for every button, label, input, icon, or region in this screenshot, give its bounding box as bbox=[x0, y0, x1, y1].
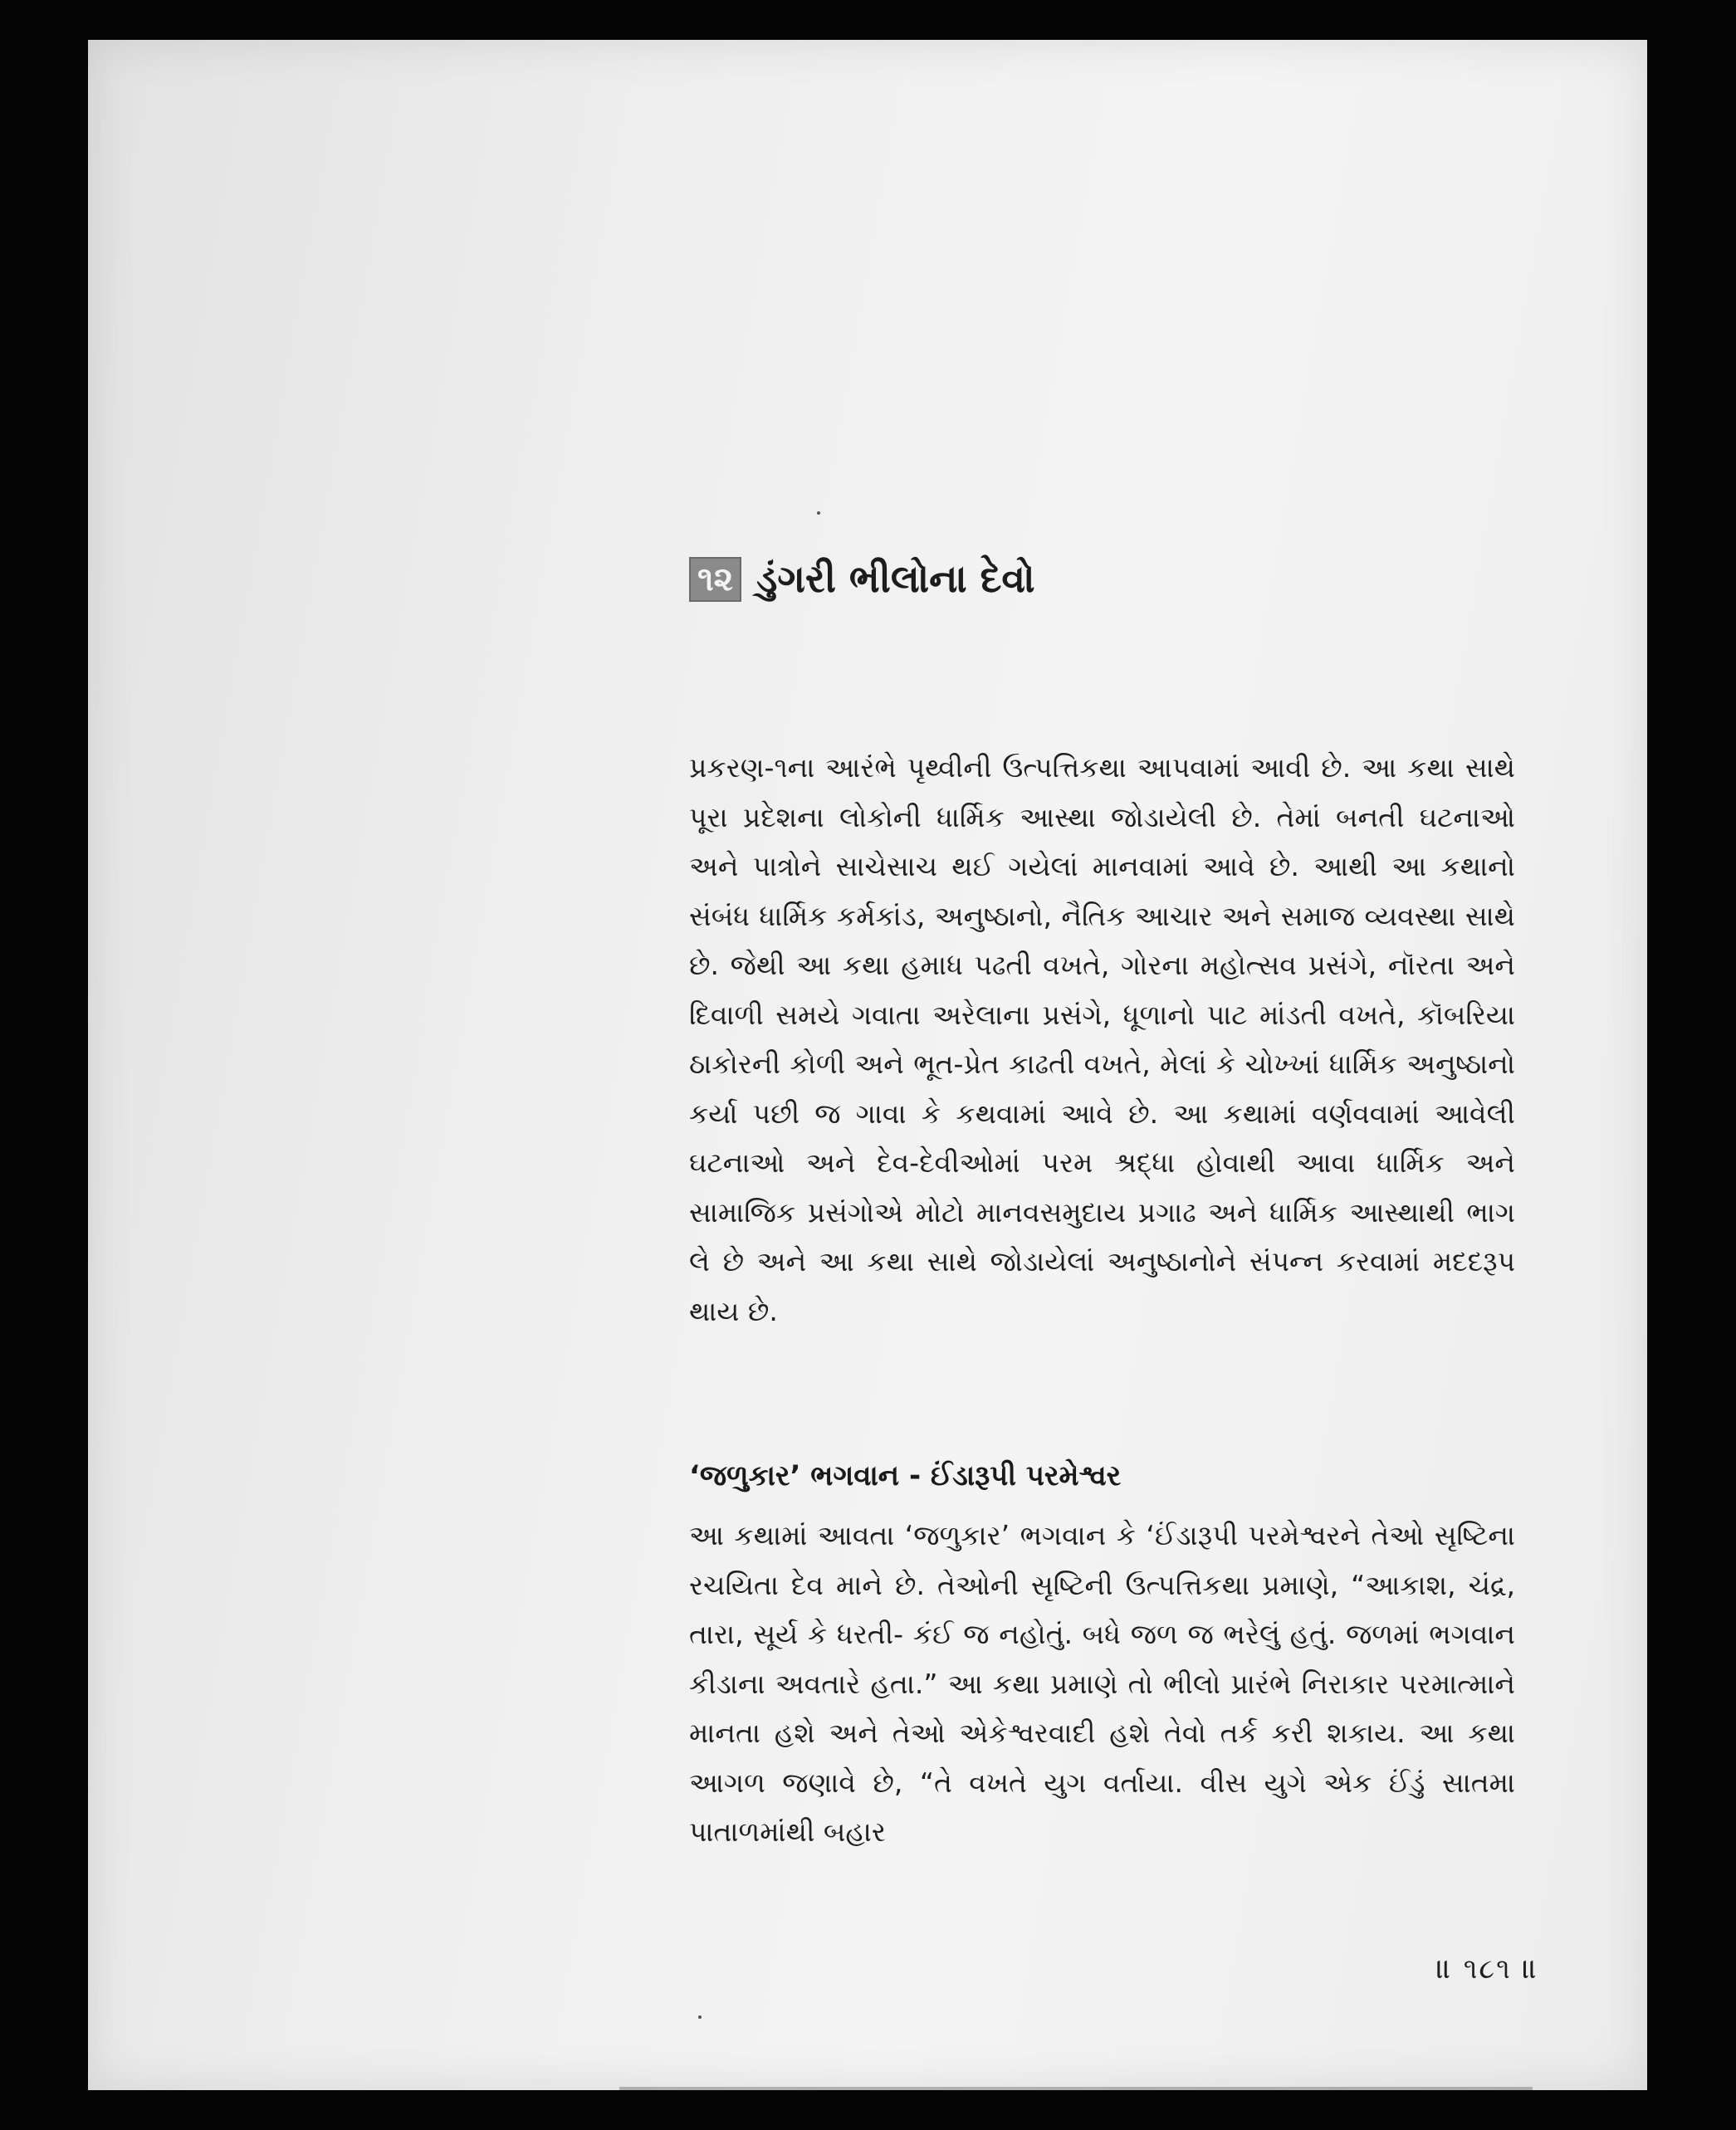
paper-speck bbox=[817, 511, 820, 515]
section-subheading: ‘જળુકાર’ ભગવાન - ઈંડારૂપી પરમેશ્વર bbox=[689, 1459, 1122, 1492]
chapter-number-badge: ૧૨ bbox=[689, 557, 741, 602]
chapter-title: ડુંગરી ભીલોના દેવો bbox=[756, 556, 1035, 601]
chapter-heading bbox=[689, 556, 1035, 603]
paper-speck bbox=[698, 2015, 702, 2019]
body-paragraph: આ કથામાં આવતા ‘જળુકાર’ ભગવાન કે ‘ઈંડારૂપી પરમેશ્વરને તેઓ સૃષ્ટિના રચયિતા દેવ માને છે. તેઓની સૃષ્ટિની ઉત્પત્તિકથા પ્રમાણે, “આકાશ, ચંદ્ર, તારા, સૂર્ય કે ધરતી- કંઈ જ નહોતું. બધે જળ જ ભરેલું હતું. જળમાં ભગવાન કીડાના અવતારે હતા.” આ કથા પ્રમાણે તો ભીલો પ્રારંભે નિરાકાર પરમાત્માને માનતા હશે અને તેઓ એકેશ્વરવાદી હશે તેવો તર્ક કરી શકાય. આ કથા આગળ જણાવે છે, “તે વખતે યુગ વર્તાયા. વીસ યુગે એક ઈંડું સાતમા પાતાળમાંથી બહાર bbox=[689, 1519, 1515, 1848]
body-paragraph: પ્રકરણ-૧ના આરંભે પૃથ્વીની ઉત્પત્તિકથા આપવામાં આવી છે. આ કથા સાથે પૂરા પ્રદેશના લોકોની ધાર્મિક આસ્થા જોડાયેલી છે. તેમાં બનતી ઘટનાઓ અને પાત્રોને સાચેસાચ થઈ ગયેલાં માનવામાં આવે છે. આથી આ કથાનો સંબંધ ધાર્મિક કર્મકાંડ, અનુષ્ઠાનો, નૈતિક આચાર અને સમાજ વ્યવસ્થા સાથે છે. જેથી આ કથા હમાધ પઢતી વખતે, ગોરના મહોત્સવ પ્રસંગે, નૉરતા અને દિવાળી સમયે ગવાતા અરેલાના પ્રસંગે, ધૂળાનો પાટ માંડતી વખતે, કૉબરિયા ઠાકોરની કોળી અને ભૂત-પ્રેત કાઢતી વખતે, મેલાં કે ચોખ્ખાં ધાર્મિક અનુષ્ઠાનો કર્યા પછી જ ગાવા કે કથવામાં આવે છે. આ કથામાં વર્ણવવામાં આવેલી ઘટનાઓ અને દેવ-દેવીઓમાં પરમ શ્રદ્ધા હોવાથી આવા ધાર્મિક અને સામાજિક પ્રસંગોએ મોટો માનવસમુદાય પ્રગાઢ અને ધાર્મિક આસ્થાથી ભાગ લે છે અને આ કથા સાથે જોડાયેલાં અનુષ્ઠાનોને સંપન્ન કરવામાં મદદરૂપ થાય છે. bbox=[689, 751, 1515, 1327]
page-edge-shadow bbox=[619, 2087, 1533, 2090]
page-number: ॥ ૧૮૧ ॥ bbox=[1436, 1952, 1539, 1986]
